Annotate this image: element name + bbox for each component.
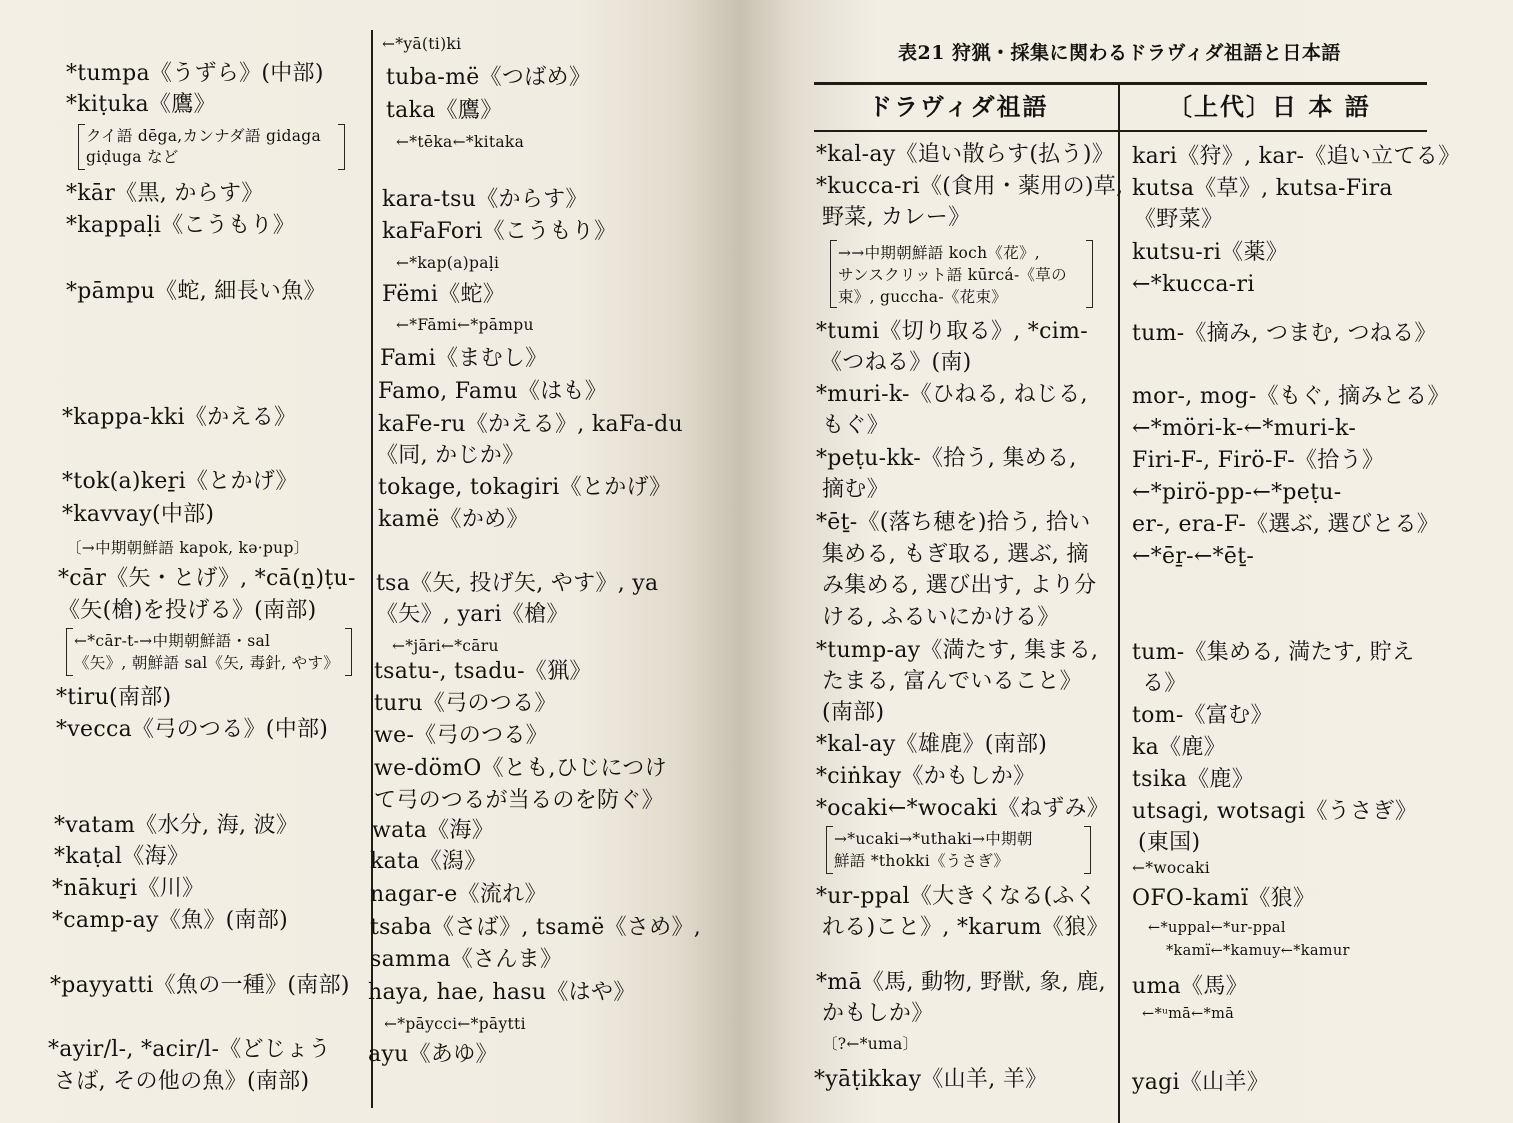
- note-ma: 〔?←*uma〕: [822, 1035, 919, 1053]
- entry-ur-ppal-2: れる)こと》, *karum《狼》: [822, 915, 1109, 940]
- note-car-2: 《矢》, 朝鮮語 sal《矢, 毒針, やす》: [74, 654, 340, 672]
- note-femi: ←*Fāmi←*pāmpu: [396, 316, 534, 334]
- header-dravidian: ドラヴィダ祖語: [868, 92, 1049, 121]
- entry-tsatu: tsatu-, tsadu-《猟》: [374, 659, 592, 684]
- entry-famo: Famo, Famu《はも》: [378, 379, 608, 404]
- note-taka: ←*tēka←*kitaka: [396, 133, 525, 151]
- entry-tiru: *tiru(南部): [56, 685, 172, 710]
- note-kituka-1: クイ語 dēga,カンナダ語 gidaga: [86, 127, 321, 145]
- entry-uma: uma《馬》: [1132, 974, 1248, 999]
- bracket-open: [78, 124, 85, 170]
- entry-kucca-ri: *kucca-ri《(食用・薬用の)草,: [816, 174, 1124, 199]
- entry-kafafori: kaFaFori《こうもり》: [382, 219, 617, 244]
- entry-tokakeri: *tok(a)keṟi《とかげ》: [62, 469, 298, 494]
- entry-et-3: み集める, 選び出す, より分: [822, 573, 1097, 598]
- entry-ayu: ayu《あゆ》: [368, 1042, 498, 1067]
- entry-ma-2: かもしか》: [822, 1001, 934, 1026]
- entry-payyatti: *payyatti《魚の一種》(南部): [50, 973, 350, 998]
- header-japanese: 〔上代〕日 本 語: [1168, 92, 1371, 121]
- note-yari: ←*jāri←*cāru: [392, 637, 499, 655]
- note-wocaki: ←*wocaki: [1132, 859, 1211, 877]
- entry-muri-k: *muri-k-《ひねる, ねじる,: [816, 382, 1088, 407]
- entry-utsagi-2: (東国): [1138, 830, 1201, 855]
- note-mori-k: ←*möri-k-←*muri-k-: [1132, 416, 1357, 441]
- note-kituka-2: giḍuga など: [86, 148, 179, 166]
- entry-tumi-2: 《つねる》(南): [820, 350, 972, 375]
- note-kucca-ri: ←*kucca-ri: [1132, 272, 1255, 297]
- entry-ka: ka《鹿》: [1132, 735, 1226, 760]
- entry-tom: tom-《富む》: [1132, 703, 1273, 728]
- entry-ayir: *ayir/l-, *acir/l-《どじょう: [48, 1037, 331, 1062]
- entry-mor: mor-, mog-《もぐ, 摘みとる》: [1132, 384, 1450, 409]
- entry-femi: Fëmi《蛇》: [382, 282, 506, 307]
- table-title: 表21 狩猟・採集に関わるドラヴィダ祖語と日本語: [898, 42, 1341, 64]
- note-kafafori: ←*kap(a)paḷi: [396, 254, 500, 272]
- entry-yatikkay: *yāṭikkay《山羊, 羊》: [814, 1067, 1048, 1092]
- entry-tsa: tsa《矢, 投げ矢, やす》, ya: [376, 571, 659, 596]
- bracket-open: [826, 826, 833, 874]
- entry-tump-ay-3: (南部): [822, 700, 885, 725]
- entry-firi-f: Firi-F-, Firö-F-《拾う》: [1132, 448, 1385, 473]
- entry-pampu: *pāmpu《蛇, 細長い魚》: [66, 279, 326, 304]
- table-column-divider: [1118, 82, 1120, 1123]
- entry-er: er-, era-F-《選ぶ, 選びとる》: [1132, 512, 1440, 537]
- entry-katal: *kaṭal《海》: [54, 844, 190, 869]
- entry-tum: tum-《摘み, つまむ, つねる》: [1132, 321, 1437, 346]
- entry-kal-ay: *kal-ay《追い散らす(払う)》: [816, 142, 1115, 167]
- note-piro-pp: ←*pirö-pp-←*peṭu-: [1132, 480, 1342, 505]
- entry-tokage: tokage, tokagiri《とかげ》: [378, 475, 672, 500]
- note-ocaki-2: 鮮語 *thokki《うさぎ》: [834, 852, 1010, 870]
- note-er: ←*ēṟ-←*ēṯ-: [1132, 544, 1255, 569]
- entry-tsika: tsika《鹿》: [1132, 767, 1255, 792]
- entry-turu: turu《弓のつる》: [374, 691, 557, 716]
- note-ocaki-1: →*ucaki→*uthaki→中期朝: [834, 830, 1033, 848]
- entry-vatam: *vatam《水分, 海, 波》: [54, 813, 299, 838]
- bracket-close: [1084, 826, 1091, 874]
- entry-kutsa-fira: 《野菜》: [1134, 207, 1224, 232]
- entry-tumi: *tumi《切り取る》, *cim-: [816, 319, 1088, 344]
- entry-tum-collect: tum-《集める, 満たす, 貯え: [1132, 640, 1415, 665]
- right-page: [738, 0, 1513, 1123]
- note-uma: ←*ᵘmā←*mā: [1142, 1006, 1235, 1022]
- entry-tsa-2: 《矢》, yari《槍》: [376, 602, 569, 627]
- entry-ur-ppal: *ur-ppal《大きくなる(ふく: [816, 884, 1098, 909]
- entry-tump-ay-2: たまる, 富んでいること》: [822, 669, 1082, 694]
- entry-tump-ay: *tump-ay《満たす, 集まる,: [816, 638, 1099, 663]
- entry-haya: haya, hae, hasu《はや》: [368, 980, 636, 1005]
- entry-petu-kk: *peṭu-kk-《拾う, 集める,: [816, 446, 1077, 471]
- entry-kal-ay-deer: *kal-ay《雄鹿》(南部): [816, 732, 1048, 757]
- entry-kame: kamë《かめ》: [378, 507, 529, 532]
- entry-kappali: *kappaḷi《こうもり》: [66, 213, 296, 238]
- entry-ma: *mā《馬, 動物, 野獣, 象, 鹿,: [816, 970, 1106, 995]
- entry-tuba-me: tuba-më《つばめ》: [386, 65, 592, 90]
- entry-ofo-kami: OFO-kamï《狼》: [1132, 886, 1316, 911]
- entry-et-2: 集める, もぎ取る, 選ぶ, 摘: [822, 542, 1089, 567]
- entry-kucca-ri-2: 野菜, カレー》: [822, 205, 971, 230]
- entry-ayir-2: さば, その他の魚》(南部): [54, 1069, 310, 1094]
- table-top-rule: [814, 82, 1427, 85]
- entry-nakuri: *nākuṟi《川》: [52, 876, 205, 901]
- entry-taka: taka《鷹》: [386, 98, 503, 123]
- bracket-open: [66, 628, 73, 676]
- entry-cinkay: *ciṅkay《かもしか》: [816, 764, 1036, 789]
- entry-vecca: *vecca《弓のつる》(中部): [56, 717, 329, 742]
- entry-kavvay: *kavvay(中部): [62, 502, 215, 527]
- note-car-1: ←*cār-t-→中期朝鮮語・sal: [74, 632, 271, 650]
- bracket-close: [338, 124, 345, 170]
- entry-kar: *kār《黒, からす》: [66, 181, 264, 206]
- entry-fami: Fami《まむし》: [380, 346, 548, 371]
- note-uppal: ←*uppal←*ur-ppal: [1148, 920, 1286, 936]
- note-kucca-3: 束》, guccha-《花束》: [838, 288, 1008, 306]
- entry-nagar-e: nagar-e《流れ》: [370, 882, 547, 907]
- entry-et: *ēṯ-《(落ち穂を)拾う, 拾い: [816, 510, 1091, 535]
- entry-utsagi: utsagi, wotsagi《うさぎ》: [1132, 799, 1418, 824]
- entry-kafe-ru-2: 《同, かじか》: [376, 443, 525, 468]
- bracket-open: [830, 240, 837, 308]
- note-yatiki: ←*yā(ti)ki: [382, 35, 462, 53]
- entry-tsaba: tsaba《さば》, tsamë《さめ》,: [370, 915, 702, 940]
- entry-kutsa: kutsa《草》, kutsa-Fira: [1132, 176, 1393, 201]
- entry-yagi: yagi《山羊》: [1132, 1070, 1270, 1095]
- bracket-close: [1086, 240, 1093, 308]
- entry-kafe-ru: kaFe-ru《かえる》, kaFa-du: [378, 412, 683, 437]
- entry-camp-ay: *camp-ay《魚》(南部): [52, 908, 289, 933]
- note-kavvay: 〔→中期朝鮮語 kapok, kə·pup〕: [66, 539, 310, 557]
- entry-wata: wata《海》: [372, 818, 495, 843]
- entry-we: we-《弓のつる》: [374, 723, 548, 748]
- entry-ocaki: *ocaki←*wocaki《ねずみ》: [816, 796, 1110, 821]
- entry-kara-tsu: kara-tsu《からす》: [382, 187, 588, 212]
- header-rule: [814, 130, 1427, 132]
- entry-petu-kk-2: 摘む》: [822, 477, 889, 502]
- bracket-close: [345, 628, 352, 676]
- note-kami: *kamï←*kamuy←*kamur: [1166, 943, 1350, 959]
- entry-we-domo-2: て弓のつるが当るのを防ぐ》: [374, 788, 664, 813]
- entry-kata: kata《潟》: [370, 849, 487, 874]
- note-kucca-2: サンスクリット語 kūrcá-《草の: [838, 266, 1067, 284]
- entry-kituka: *kiṭuka《鷹》: [66, 92, 216, 117]
- entry-we-domo: we-dömO《とも,ひじにつけ: [374, 756, 667, 781]
- note-kucca-1: →→中期朝鮮語 koch《花》,: [838, 244, 1041, 262]
- left-page: [0, 0, 738, 1123]
- entry-et-4: ける, ふるいにかける》: [822, 605, 1060, 630]
- entry-samma: samma《さんま》: [370, 947, 563, 972]
- entry-tumpa: *tumpa《うずら》(中部): [66, 61, 324, 86]
- entry-car-2: 《矢(槍)を投げる》(南部): [58, 598, 317, 623]
- entry-muri-k-2: もぐ》: [822, 413, 889, 438]
- entry-kutsu-ri: kutsu-ri《薬》: [1132, 240, 1289, 265]
- note-haya: ←*pāycci←*pāytti: [384, 1015, 526, 1033]
- entry-car: *cār《矢・とげ》, *cā(ṉ)ṭu-: [58, 566, 356, 591]
- entry-tum-collect-2: る》: [1142, 671, 1187, 696]
- entry-kappa-kki: *kappa-kki《かえる》: [62, 405, 297, 430]
- entry-kari: kari《狩》, kar-《追い立てる》: [1132, 144, 1461, 169]
